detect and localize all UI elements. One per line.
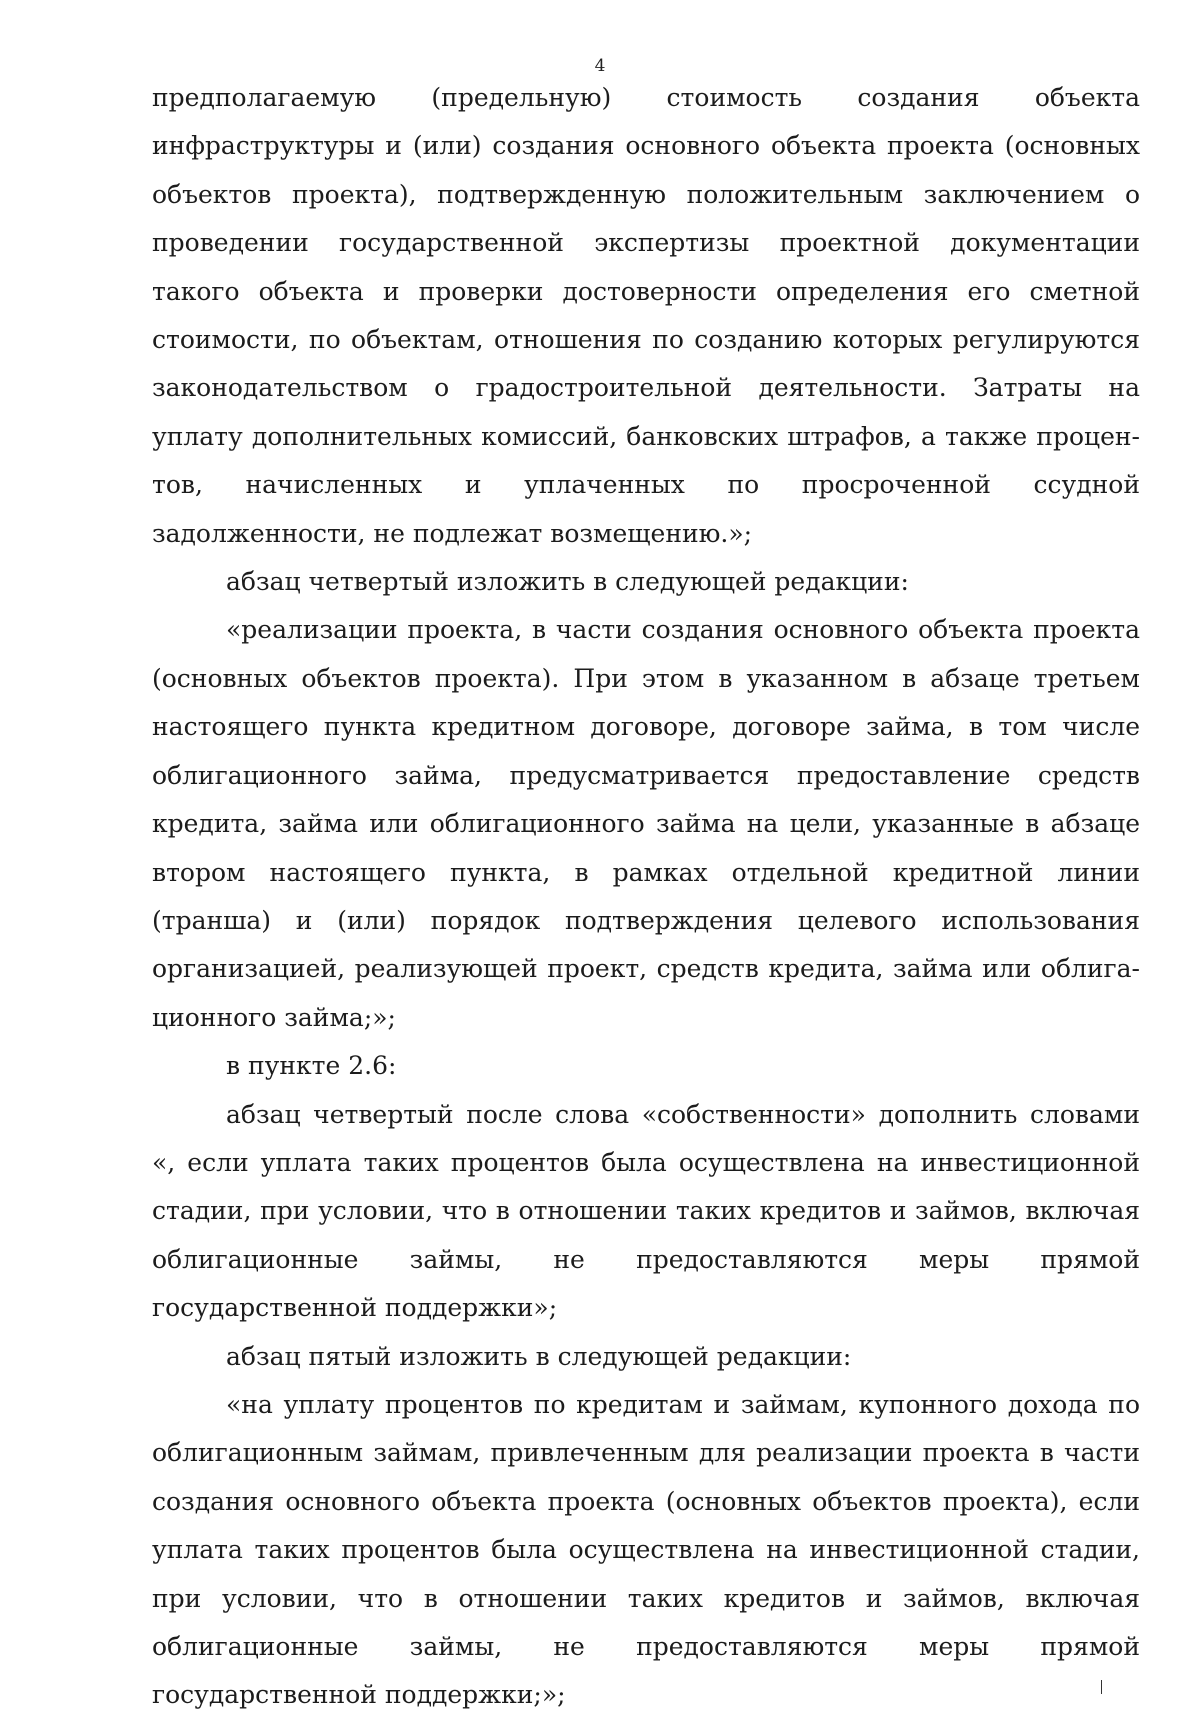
paragraph-point-2-6: в пункте 2.6: (226, 1051, 397, 1081)
paragraph-amend-abzac-5: абзац пятый изложить в следующей редакции: (226, 1341, 852, 1371)
paragraph-abzac-4-supplement: абзац четвертый после слова «собственности» дополнить словами «, если уплата таких процентов была осуществлена на инвестиционной стадии, при условии, что в отношении таких кредитов и займов, включая облигационные займы, не предоставляются меры прямой государственной поддержки»; (152, 1099, 1140, 1323)
paragraph-amend-abzac-4: абзац четвертый изложить в следующей редакции: (226, 567, 909, 597)
paragraph-cost-definition: предполагаемую (предельную) стоимость создания объекта инфраструктуры и (или) создания основного объекта проекта (основных объектов проекта), подтвержденную положительным заключением о проведении государственной экспертизы проектной документации такого объекта и проверки достоверности определения его сметной стоимости, по объектам, отношения по созданию которых регулируются законодательством о градостроительной деятельности. Затраты на уплату дополнительных комиссий, банковских штрафов, а также процентов, начисленных и уплаченных по просроченной ссудной задолженности, не подлежат возмещению.»; (152, 83, 1140, 548)
paragraph-interest-payment: «на уплату процентов по кредитам и займам, купонного дохода по облигационным займам, привлеченным для реализации проекта в части создания основного объекта проекта (основных объектов проекта), если уплата таких процентов была осуществлена на инвестиционной стадии, при условии, что в отношении таких кредитов и займов, включая облигационные займы, не предоставляются меры прямой государственной поддержки;»; (152, 1389, 1140, 1710)
scan-artifact-mark (1101, 1680, 1102, 1694)
paragraph-project-realization: «реализации проекта, в части создания основного объекта проекта (основных объектов проекта). При этом в указанном в абзаце третьем настоящего пункта кредитном договоре, договоре займа, в том числе облигационного займа, предусматривается предоставление средств кредита, займа или облигационного займа на цели, указанные в абзаце втором настоящего пункта, в рамках отдельной кредитной линии (транша) и (или) порядок подтверждения целевого использования организацией, реализующей проект, средств кредита, займа или облигационного займа;»; (152, 615, 1140, 1032)
document-body (152, 74, 1140, 1720)
page-number: 4 (594, 56, 606, 76)
